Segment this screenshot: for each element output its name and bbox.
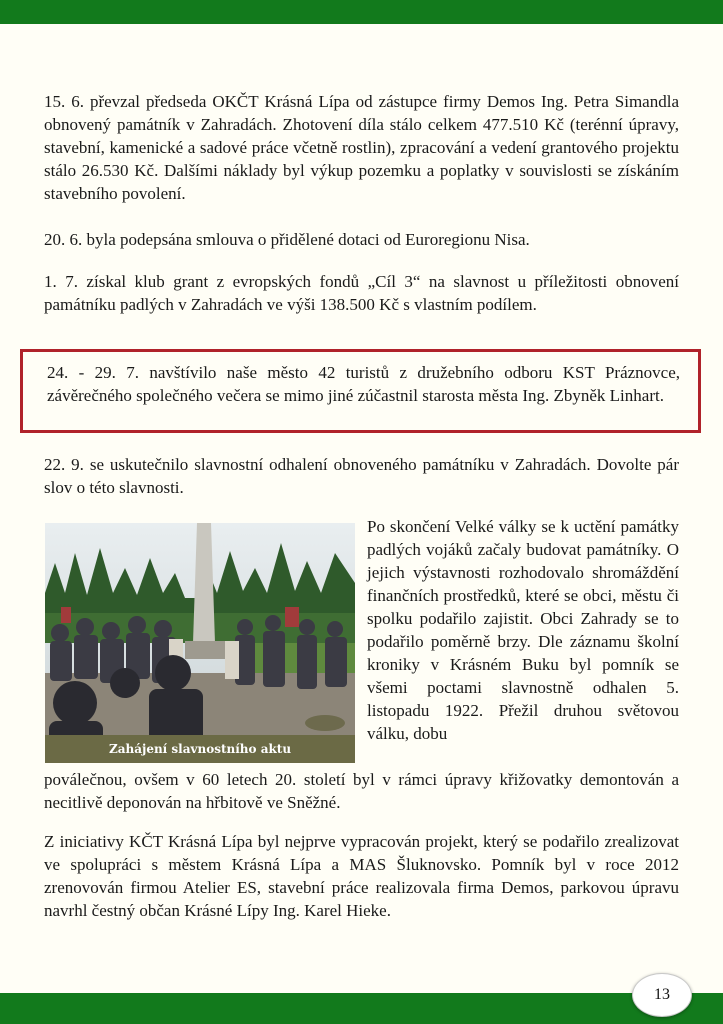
paragraph-history-continued: poválečnou, ovšem v 60 letech 20. století byl v rámci úpravy křižovatky demontován a necitlivě deponován na hřbitově ve Sněžné. [44, 770, 679, 812]
photo-caption: Zahájení slavnostního aktu [45, 735, 355, 763]
paragraph-grant: 1. 7. získal klub grant z evropských fondů „Cíl 3“ na slavnost u příležitosti obnovení památníku padlých v Zahradách ve výši 138.500 Kč s vlastním podílem. [44, 272, 679, 314]
bottom-green-bar [0, 993, 723, 1024]
paragraph-unveiling: 22. 9. se uskutečnilo slavnostní odhalení obnoveného památníku v Zahradách. Dovolte pár slov o této slavnosti. [44, 455, 679, 497]
paragraph-history: Po skončení Velké války se k uctění památky padlých vojáků začaly budovat památníky. O jejich výstavnosti rozhodovalo shromáždění finančních prostředků, které se obci, městu či spolku podařilo zajistit. Obci Zahrady se to podařilo poměrně brzy. Dle záznamu školní kroniky v Krásném Buku byl pomník se všemi poctami slavnostně odhalen 5. listopadu 1922. Přežil druhou světovou válku, dobu [367, 517, 679, 743]
paragraph-subsidy-contract: 20. 6. byla podepsána smlouva o přidělené dotaci od Euroregionu Nisa. [44, 230, 530, 249]
highlight-box [20, 349, 701, 433]
ceremony-photo-image [45, 523, 355, 763]
ceremony-photo [45, 523, 355, 763]
paragraph-tourist-visit: 24. - 29. 7. navštívilo naše město 42 turistů z družebního odboru KST Práznovce, závěrečného společného večera se mimo jiné zúčastnil starosta města Ing. Zbyněk Linhart. [47, 363, 680, 405]
page-number: 13 [632, 973, 692, 1017]
paragraph-monument-handover: 15. 6. převzal předseda OKČT Krásná Lípa od zástupce firmy Demos Ing. Petra Simandla obnovený památník v Zahradách. Zhotovení díla stálo celkem 477.510 Kč (terénní úpravy, stavební, kamenické a sadové práce včetně rostlin), zpracování a vedení grantového projektu stálo 26.530 Kč. Dalšími náklady byl výkup pozemku a poplatky v souvislosti se získáním stavebního povolení. [44, 92, 679, 203]
top-green-bar [0, 0, 723, 24]
paragraph-renovation: Z iniciativy KČT Krásná Lípa byl nejprve vypracován projekt, který se podařilo zrealizovat ve spolupráci s městem Krásná Lípa a MAS Šluknovsko. Pomník byl v roce 2012 zrenovován firmou Atelier ES, stavební práce realizovala firma Demos, parkovou úpravu navrhl čestný občan Krásné Lípy Ing. Karel Hieke. [44, 832, 679, 920]
